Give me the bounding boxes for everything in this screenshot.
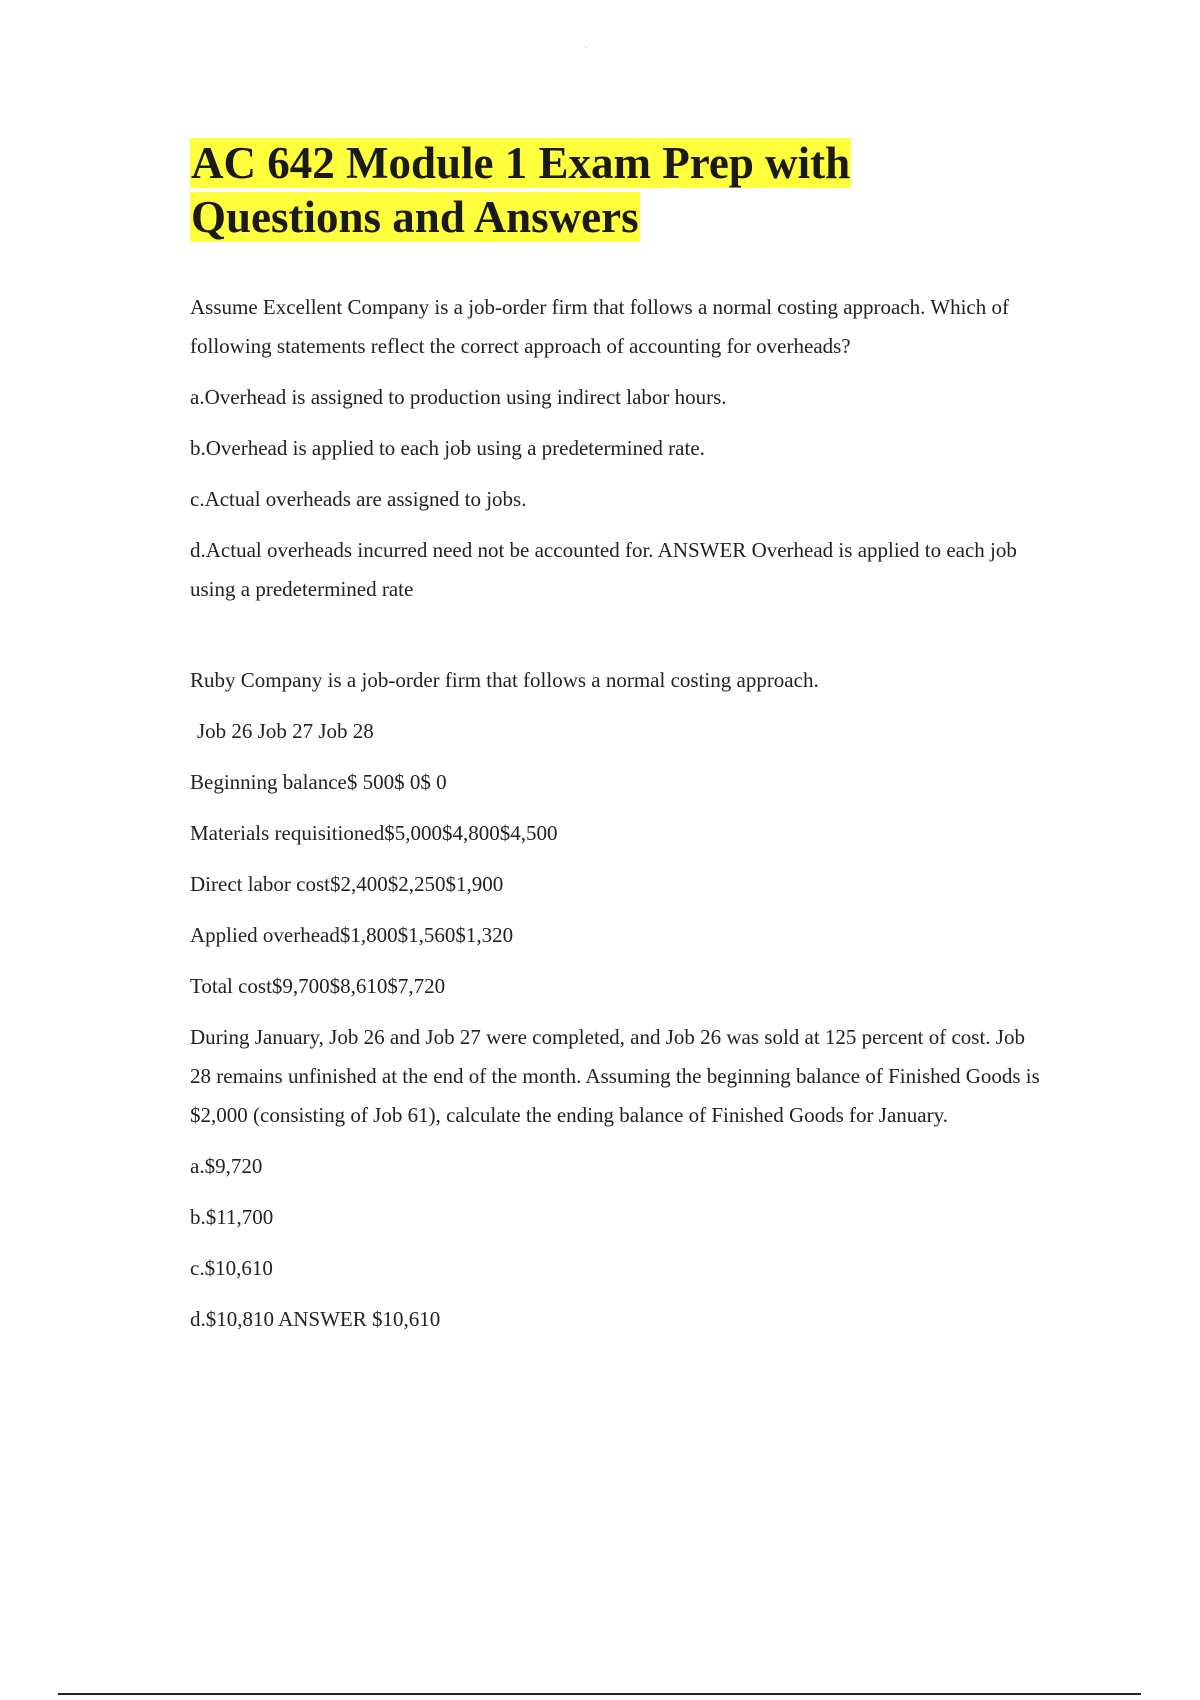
document-body — [190, 288, 1050, 1351]
page-mark: . — [585, 40, 588, 51]
question-1 — [190, 288, 1050, 609]
question-2-intro: Ruby Company is a job-order firm that follows a normal costing approach. — [190, 668, 819, 692]
job-table-row-materials: Materials requisitioned$5,000$4,800$4,500 — [190, 821, 558, 845]
job-table-row-total-cost: Total cost$9,700$8,610$7,720 — [190, 974, 446, 998]
title-line-2: Questions and Answers — [191, 192, 639, 242]
document-title — [190, 136, 1010, 244]
question-1-stem: Assume Excellent Company is a job-order firm that follows a normal costing approach. Which of following statements reflect the correct approach of accounting for overheads? — [190, 295, 1009, 358]
job-table-row-beginning-balance: Beginning balance$ 500$ 0$ 0 — [190, 770, 447, 794]
job-table-header: Job 26 Job 27 Job 28 — [197, 719, 374, 743]
question-2-option-c: c.$10,610 — [190, 1256, 273, 1280]
question-2-option-a: a.$9,720 — [190, 1154, 263, 1178]
question-2-option-b: b.$11,700 — [190, 1205, 274, 1229]
question-2-option-d: d.$10,810 ANSWER $10,610 — [190, 1307, 441, 1331]
job-table-row-applied-overhead: Applied overhead$1,800$1,560$1,320 — [190, 923, 514, 947]
footer-divider — [58, 1693, 1141, 1695]
question-1-option-b: b.Overhead is applied to each job using a predetermined rate. — [190, 436, 705, 460]
question-2 — [190, 661, 1050, 1339]
question-1-option-c: c.Actual overheads are assigned to jobs. — [190, 487, 527, 511]
question-2-stem: During January, Job 26 and Job 27 were completed, and Job 26 was sold at 125 percent of cost. Job 28 remains unfinished at the end of the month. Assuming the beginning balance of Finished Goods is $2,000 (consisting of Job 61), calculate the ending balance of Finished Goods for January. — [190, 1025, 1040, 1127]
title-line-1: AC 642 Module 1 Exam Prep with — [191, 138, 851, 188]
job-table-row-direct-labor: Direct labor cost$2,400$2,250$1,900 — [190, 872, 504, 896]
question-1-option-d: d.Actual overheads incurred need not be accounted for. ANSWER Overhead is applied to each job using a predetermined rate — [190, 538, 1017, 601]
question-1-option-a: a.Overhead is assigned to production using indirect labor hours. — [190, 385, 727, 409]
